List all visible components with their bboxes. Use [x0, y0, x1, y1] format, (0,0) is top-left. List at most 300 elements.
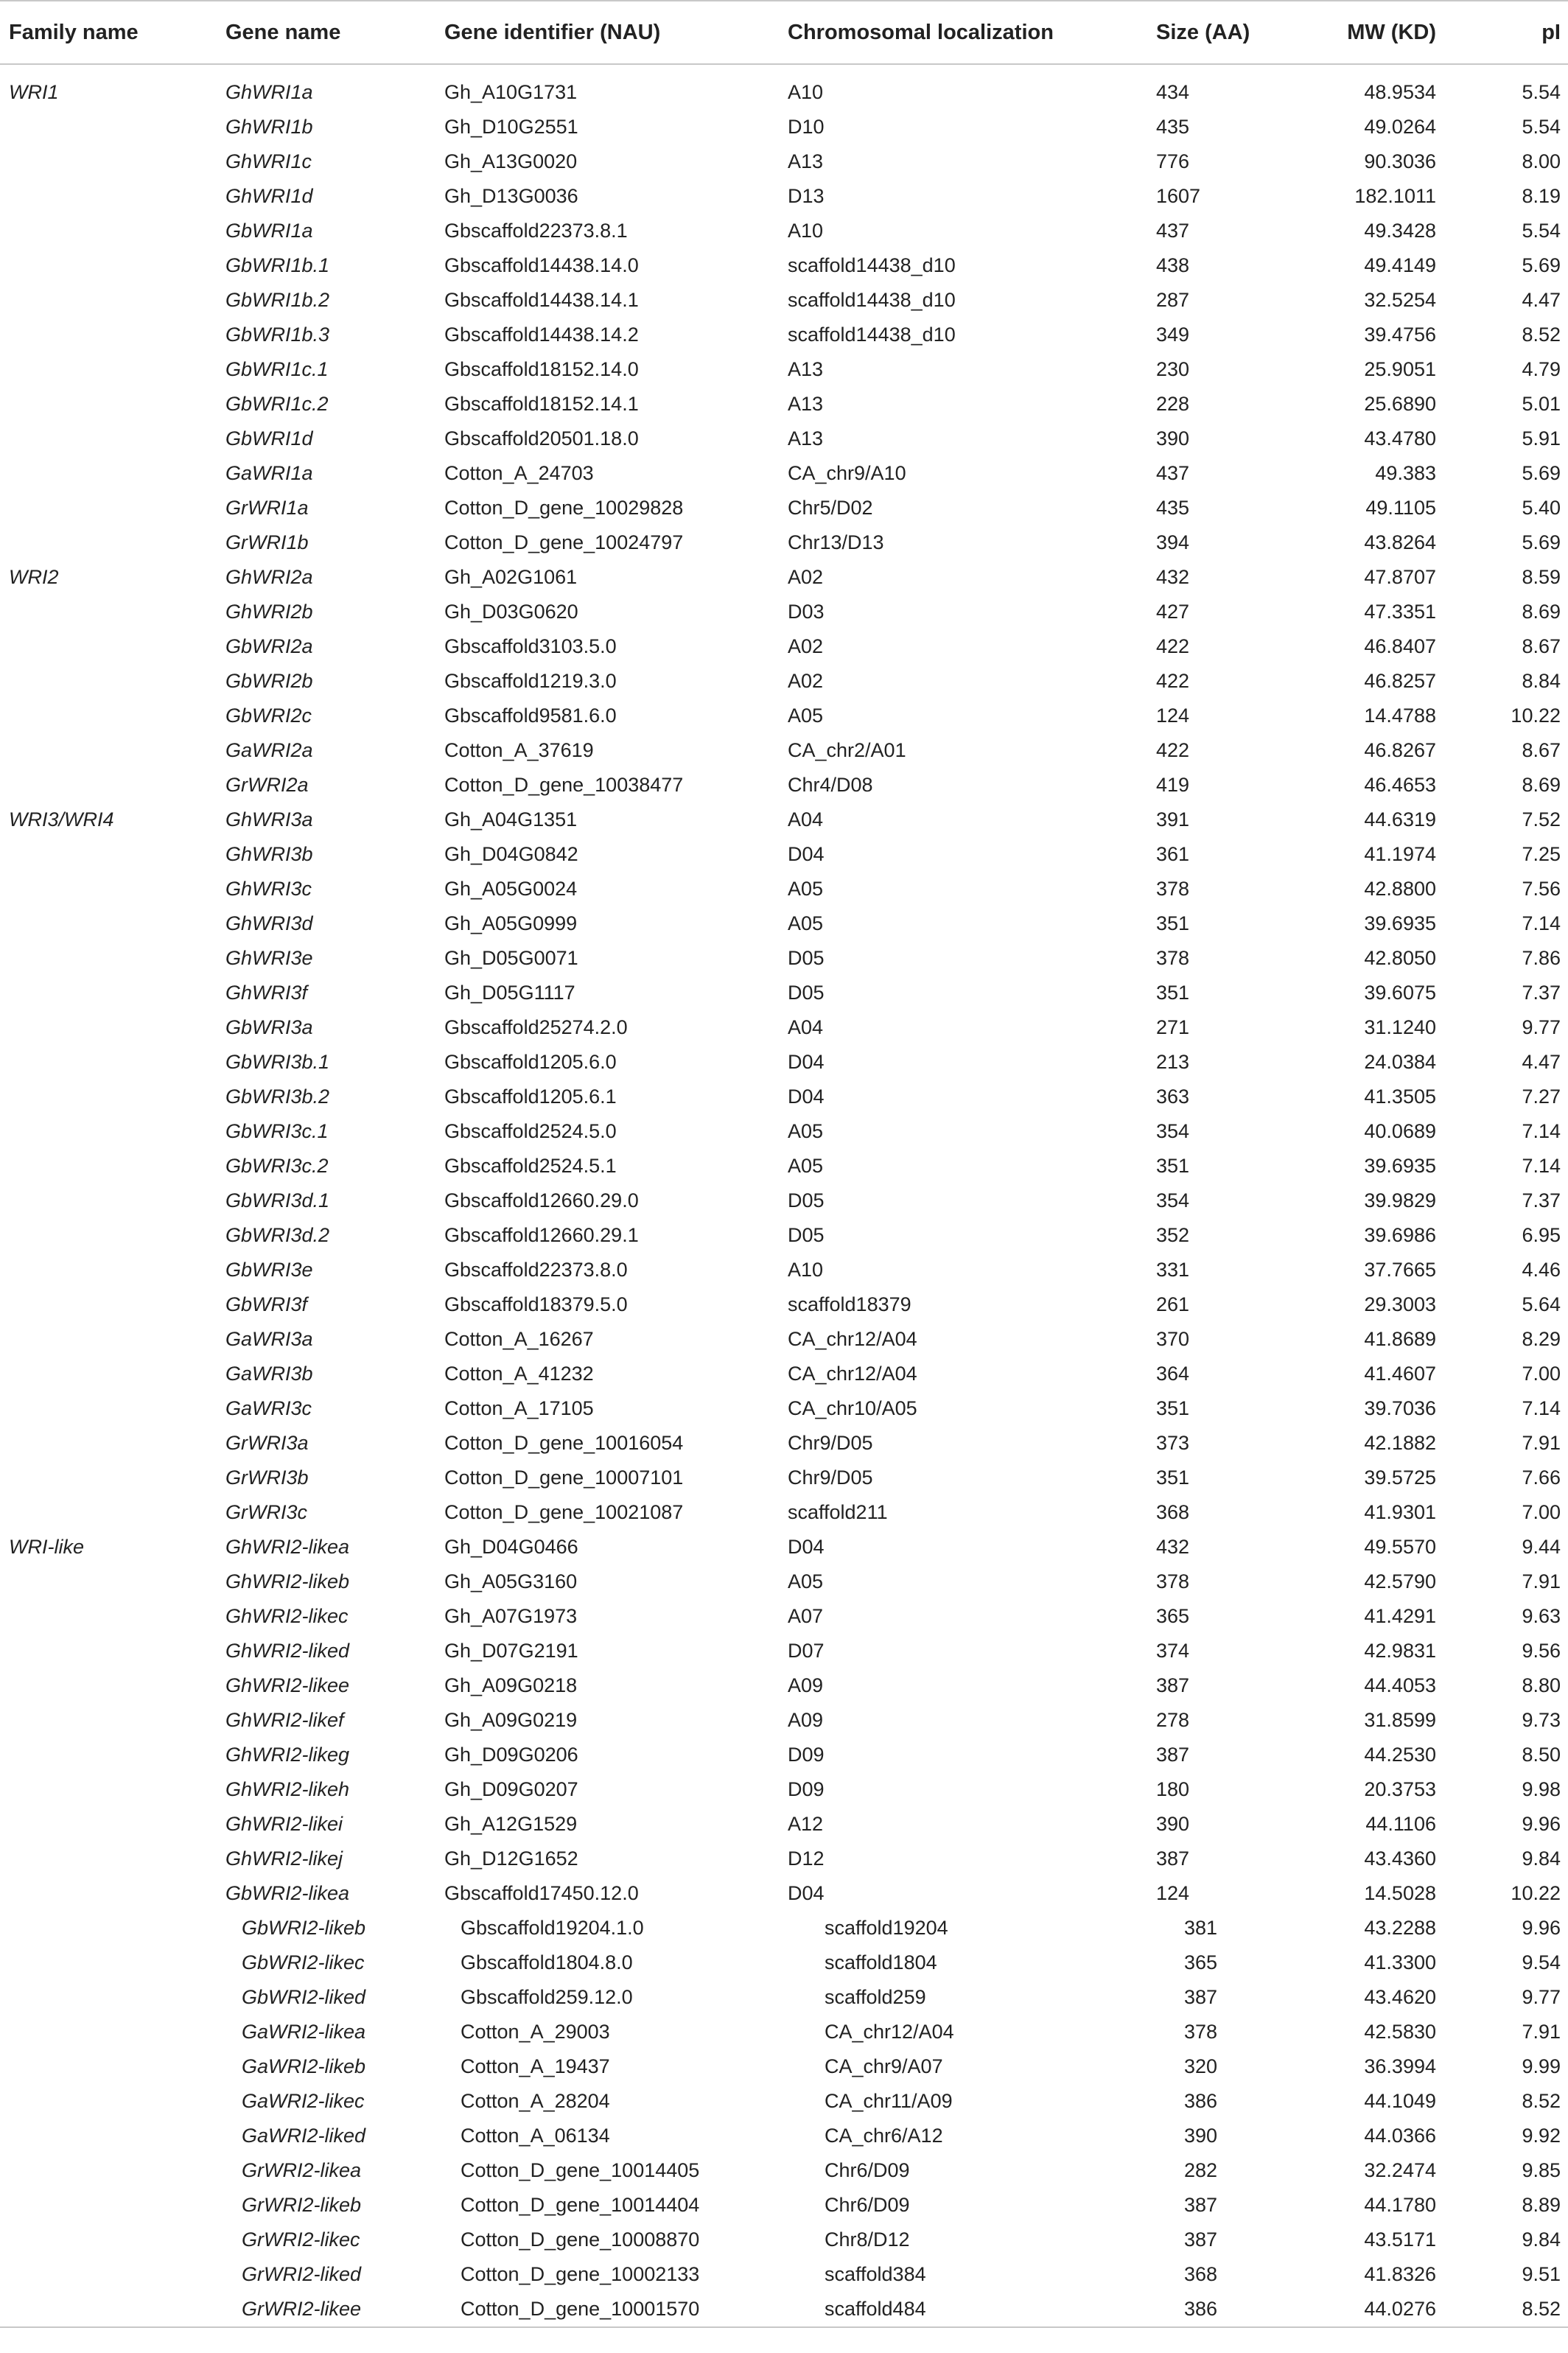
cell-mw: 40.0689: [1364, 1120, 1436, 1142]
table-row: [0, 2119, 1568, 2153]
cell-family-name: [0, 2049, 217, 2084]
cell-gene-name: GhWRI2-likea: [225, 1536, 350, 1558]
cell-gene-name: GhWRI2-likee: [225, 1674, 350, 1696]
cell-gene-identifier: Cotton_A_29003: [461, 2021, 610, 2043]
cell-size: 349: [1156, 324, 1190, 346]
cell-gene-identifier: Gbscaffold17450.12.0: [444, 1882, 639, 1904]
cell-mw: 44.2530: [1364, 1744, 1436, 1766]
cell-pi: 7.00: [1522, 1501, 1561, 1523]
cell-gene-name: GaWRI1a: [225, 462, 313, 484]
cell-chromosomal-localization: D12: [788, 1847, 825, 1870]
cell-chromosomal-localization: CA_chr2/A01: [788, 739, 906, 761]
cell-family-name: [0, 2223, 217, 2257]
cell-pi: 7.52: [1522, 808, 1561, 831]
cell-mw: 182.1011: [1354, 185, 1436, 207]
cell-gene-identifier: Gbscaffold19204.1.0: [461, 1917, 644, 1939]
cell-gene-identifier: Cotton_A_06134: [461, 2125, 610, 2147]
cell-mw: 20.3753: [1364, 1778, 1436, 1800]
cell-gene-identifier: Cotton_D_gene_10038477: [444, 774, 684, 796]
cell-gene-name: GaWRI3b: [225, 1363, 313, 1385]
cell-chromosomal-localization: D03: [788, 601, 825, 623]
cell-gene-identifier: Cotton_A_41232: [444, 1363, 594, 1385]
cell-pi: 7.91: [1522, 1432, 1561, 1454]
cell-size: 437: [1156, 220, 1190, 242]
cell-pi: 5.64: [1522, 1293, 1561, 1315]
cell-gene-identifier: Gh_D07G2191: [444, 1640, 578, 1662]
cell-gene-identifier: Cotton_A_37619: [444, 739, 594, 761]
cell-size: 213: [1156, 1051, 1190, 1073]
table-row: [0, 595, 1568, 629]
cell-chromosomal-localization: A05: [788, 912, 824, 934]
cell-gene-identifier: Gbscaffold2524.5.0: [444, 1120, 617, 1142]
cell-gene-name: GbWRI3a: [225, 1016, 313, 1038]
cell-gene-identifier: Cotton_A_19437: [461, 2055, 610, 2077]
cell-chromosomal-localization: D13: [788, 185, 825, 207]
cell-family-name: [0, 1218, 217, 1253]
cell-gene-identifier: Gbscaffold1804.8.0: [461, 1951, 633, 1973]
cell-size: 390: [1156, 427, 1190, 450]
table-row: [0, 1114, 1568, 1149]
cell-gene-name: GbWRI2-likeb: [242, 1917, 366, 1939]
cell-gene-identifier: Gbscaffold1205.6.0: [444, 1051, 617, 1073]
cell-pi: 9.56: [1522, 1640, 1561, 1662]
cell-size: 419: [1156, 774, 1190, 796]
cell-pi: 5.69: [1522, 254, 1561, 276]
cell-mw: 39.6986: [1364, 1224, 1436, 1246]
cell-gene-name: GaWRI3a: [225, 1328, 313, 1350]
cell-chromosomal-localization: D09: [788, 1744, 825, 1766]
cell-gene-name: GbWRI1b.2: [225, 289, 330, 311]
cell-gene-identifier: Cotton_D_gene_10029828: [444, 497, 684, 519]
table-row: [0, 906, 1568, 941]
cell-size: 365: [1184, 1951, 1218, 1973]
cell-gene-identifier: Gbscaffold12660.29.1: [444, 1224, 639, 1246]
cell-size: 361: [1156, 843, 1190, 865]
cell-family-name: WRI3/WRI4: [9, 808, 114, 831]
cell-family-name: [0, 1876, 217, 1911]
cell-chromosomal-localization: D05: [788, 947, 825, 969]
cell-gene-identifier: Cotton_A_17105: [444, 1397, 594, 1419]
cell-pi: 9.73: [1522, 1709, 1561, 1731]
cell-gene-identifier: Gbscaffold12660.29.0: [444, 1189, 639, 1212]
cell-pi: 7.66: [1522, 1466, 1561, 1489]
cell-family-name: [0, 1114, 217, 1149]
cell-pi: 6.95: [1522, 1224, 1561, 1246]
cell-size: 435: [1156, 116, 1190, 138]
cell-gene-name: GhWRI3b: [225, 843, 313, 865]
cell-size: 422: [1156, 670, 1190, 692]
cell-pi: 10.22: [1511, 1882, 1561, 1904]
cell-family-name: [0, 2084, 217, 2119]
table-row: [0, 1045, 1568, 1080]
table-row: [0, 1564, 1568, 1599]
cell-family-name: [0, 837, 217, 872]
cell-chromosomal-localization: D05: [788, 982, 825, 1004]
cell-mw: 46.4653: [1364, 774, 1436, 796]
cell-pi: 8.67: [1522, 739, 1561, 761]
table-row: [0, 1530, 1568, 1564]
cell-chromosomal-localization: A05: [788, 1155, 824, 1177]
cell-gene-identifier: Gh_D13G0036: [444, 185, 578, 207]
cell-pi: 7.14: [1522, 1120, 1561, 1142]
cell-gene-name: GhWRI3e: [225, 947, 313, 969]
cell-size: 390: [1184, 2125, 1218, 2147]
cell-mw: 43.4780: [1364, 427, 1436, 450]
cell-family-name: [0, 1668, 217, 1703]
cell-family-name: [0, 1738, 217, 1772]
table-row: [0, 664, 1568, 699]
table-row: [0, 387, 1568, 422]
cell-gene-name: GrWRI2a: [225, 774, 309, 796]
cell-size: 354: [1156, 1120, 1190, 1142]
cell-mw: 41.9301: [1364, 1501, 1436, 1523]
cell-gene-identifier: Cotton_D_gene_10014404: [461, 2194, 700, 2216]
cell-mw: 14.4788: [1364, 704, 1436, 727]
cell-gene-name: GrWRI3b: [225, 1466, 309, 1489]
table-row: [0, 1738, 1568, 1772]
cell-pi: 8.69: [1522, 774, 1561, 796]
cell-mw: 48.9534: [1364, 81, 1436, 103]
cell-size: 331: [1156, 1259, 1190, 1281]
table-row: [0, 352, 1568, 387]
cell-gene-identifier: Gbscaffold1205.6.1: [444, 1085, 617, 1108]
cell-size: 351: [1156, 1155, 1190, 1177]
table-row: [0, 491, 1568, 525]
cell-chromosomal-localization: scaffold384: [825, 2263, 926, 2285]
cell-gene-name: GrWRI2-likec: [242, 2228, 360, 2251]
cell-mw: 43.5171: [1364, 2228, 1436, 2251]
cell-pi: 7.56: [1522, 878, 1561, 900]
cell-family-name: [0, 387, 217, 422]
header-mw: MW (KD): [1273, 1, 1486, 64]
cell-chromosomal-localization: A13: [788, 393, 824, 415]
cell-size: 435: [1156, 497, 1190, 519]
cell-gene-identifier: Gh_A02G1061: [444, 566, 578, 588]
cell-gene-identifier: Cotton_D_gene_10016054: [444, 1432, 684, 1454]
cell-gene-name: GbWRI3c.1: [225, 1120, 329, 1142]
table-row: [0, 733, 1568, 768]
cell-pi: 5.54: [1522, 220, 1561, 242]
table-row: [0, 1703, 1568, 1738]
cell-size: 351: [1156, 982, 1190, 1004]
cell-size: 282: [1184, 2159, 1218, 2181]
cell-family-name: [0, 941, 217, 976]
table-row: [0, 803, 1568, 837]
cell-family-name: [0, 283, 217, 318]
table-row: [0, 283, 1568, 318]
cell-size: 278: [1156, 1709, 1190, 1731]
cell-gene-identifier: Gh_A10G1731: [444, 81, 578, 103]
header-gene-identifier: Gene identifier (NAU): [435, 1, 779, 64]
cell-pi: 4.47: [1522, 289, 1561, 311]
cell-size: 124: [1156, 704, 1190, 727]
cell-gene-identifier: Gh_D04G0842: [444, 843, 578, 865]
cell-mw: 44.1049: [1364, 2090, 1436, 2112]
cell-gene-identifier: Cotton_D_gene_10008870: [461, 2228, 700, 2251]
cell-pi: 9.96: [1522, 1813, 1561, 1835]
cell-chromosomal-localization: A02: [788, 566, 824, 588]
cell-size: 422: [1156, 739, 1190, 761]
cell-gene-identifier: Gbscaffold22373.8.0: [444, 1259, 628, 1281]
cell-size: 287: [1156, 289, 1190, 311]
cell-mw: 43.8264: [1364, 531, 1436, 553]
table-row: [0, 1322, 1568, 1357]
cell-chromosomal-localization: A13: [788, 427, 824, 450]
cell-gene-identifier: Gh_A09G0219: [444, 1709, 578, 1731]
cell-gene-identifier: Gbscaffold14438.14.0: [444, 254, 639, 276]
cell-pi: 4.46: [1522, 1259, 1561, 1281]
cell-gene-name: GhWRI2-likef: [225, 1709, 344, 1731]
table-row: [0, 872, 1568, 906]
cell-chromosomal-localization: scaffold14438_d10: [788, 254, 956, 276]
cell-pi: 9.63: [1522, 1605, 1561, 1627]
cell-family-name: [0, 629, 217, 664]
cell-mw: 46.8257: [1364, 670, 1436, 692]
cell-size: 365: [1156, 1605, 1190, 1627]
cell-mw: 41.4607: [1364, 1363, 1436, 1385]
cell-family-name: [0, 248, 217, 283]
cell-pi: 8.52: [1486, 2292, 1568, 2327]
cell-gene-identifier: Gh_A04G1351: [444, 808, 578, 831]
cell-mw: 49.383: [1375, 462, 1436, 484]
cell-gene-name: GbWRI3d.1: [225, 1189, 330, 1212]
cell-mw: 41.1974: [1364, 843, 1436, 865]
cell-pi: 9.51: [1522, 2263, 1561, 2285]
cell-gene-identifier: Gh_A07G1973: [444, 1605, 578, 1627]
table-row: [0, 1080, 1568, 1114]
cell-gene-identifier: Gh_D05G1117: [444, 982, 575, 1004]
cell-gene-name: GhWRI1b: [225, 116, 313, 138]
table-row: [0, 2084, 1568, 2119]
cell-mw: 32.5254: [1364, 289, 1436, 311]
cell-size: 387: [1156, 1744, 1190, 1766]
table-row: [0, 1184, 1568, 1218]
cell-pi: 9.54: [1522, 1951, 1561, 1973]
cell-gene-identifier: Gbscaffold2524.5.1: [444, 1155, 617, 1177]
cell-family-name: [0, 1045, 217, 1080]
cell-size: 354: [1156, 1189, 1190, 1212]
cell-gene-identifier: Gh_D03G0620: [444, 601, 578, 623]
cell-chromosomal-localization: A10: [788, 81, 824, 103]
cell-size: 390: [1156, 1813, 1190, 1835]
cell-chromosomal-localization: D04: [788, 1882, 825, 1904]
cell-family-name: [0, 456, 217, 491]
cell-size: 1607: [1156, 185, 1201, 207]
cell-size: 386: [1147, 2292, 1273, 2327]
cell-gene-identifier: Cotton_A_16267: [444, 1328, 594, 1350]
cell-gene-name: GbWRI1b.1: [225, 254, 330, 276]
cell-size: 320: [1184, 2055, 1218, 2077]
cell-size: 230: [1156, 358, 1190, 380]
cell-family-name: [0, 1184, 217, 1218]
table-row: [0, 456, 1568, 491]
cell-mw: 39.9829: [1364, 1189, 1436, 1212]
table-row: [0, 1807, 1568, 1842]
table-row: [0, 560, 1568, 595]
cell-family-name: [0, 872, 217, 906]
cell-mw: 32.2474: [1364, 2159, 1436, 2181]
cell-size: 378: [1156, 1570, 1190, 1592]
cell-gene-identifier: Gbscaffold25274.2.0: [444, 1016, 628, 1038]
cell-size: 422: [1156, 635, 1190, 657]
cell-mw: 41.3505: [1364, 1085, 1436, 1108]
cell-gene-name: GrWRI2-likee: [217, 2292, 435, 2327]
cell-size: 432: [1156, 566, 1190, 588]
cell-gene-identifier: Gh_A13G0020: [444, 150, 578, 172]
cell-size: 368: [1156, 1501, 1190, 1523]
cell-chromosomal-localization: D04: [788, 1085, 825, 1108]
cell-mw: 42.1882: [1364, 1432, 1436, 1454]
cell-mw: 44.0366: [1364, 2125, 1436, 2147]
cell-pi: 9.85: [1522, 2159, 1561, 2181]
cell-mw: 47.3351: [1364, 601, 1436, 623]
cell-mw: 41.3300: [1364, 1951, 1436, 1973]
cell-mw: 39.7036: [1364, 1397, 1436, 1419]
spacer-cell: [0, 64, 1568, 75]
cell-gene-name: GaWRI2-likeb: [242, 2055, 366, 2077]
cell-family-name: [0, 1357, 217, 1391]
cell-chromosomal-localization: A02: [788, 635, 824, 657]
cell-chromosomal-localization: D05: [788, 1189, 825, 1212]
cell-gene-name: GaWRI2-likea: [242, 2021, 366, 2043]
cell-size: 387: [1184, 2194, 1218, 2216]
cell-gene-identifier: Cotton_D_gene_10002133: [461, 2263, 700, 2285]
cell-mw: 39.6935: [1364, 912, 1436, 934]
cell-chromosomal-localization: Chr8/D12: [825, 2228, 910, 2251]
cell-mw: 41.8326: [1364, 2263, 1436, 2285]
cell-gene-name: GbWRI1b.3: [225, 324, 330, 346]
table-header: [0, 1, 1568, 64]
cell-mw: 25.6890: [1364, 393, 1436, 415]
cell-pi: 9.99: [1522, 2055, 1561, 2077]
cell-gene-name: GaWRI2a: [225, 739, 313, 761]
cell-gene-name: GbWRI3b.2: [225, 1085, 330, 1108]
cell-chromosomal-localization: A05: [788, 1570, 824, 1592]
cell-pi: 5.54: [1522, 81, 1561, 103]
cell-family-name: [0, 1426, 217, 1461]
cell-size: 228: [1156, 393, 1190, 415]
cell-gene-name: GbWRI2-likea: [225, 1882, 350, 1904]
cell-family-name: [0, 1980, 217, 2015]
cell-family-name: [0, 1287, 217, 1322]
cell-gene-name: GhWRI1d: [225, 185, 313, 207]
table-row: [0, 2049, 1568, 2084]
table-row: [0, 75, 1568, 110]
cell-pi: 8.89: [1522, 2194, 1561, 2216]
cell-gene-identifier: Gbscaffold14438.14.1: [444, 289, 639, 311]
cell-chromosomal-localization: scaffold211: [788, 1501, 888, 1523]
cell-chromosomal-localization: D10: [788, 116, 825, 138]
cell-pi: 8.52: [1522, 2090, 1561, 2112]
cell-mw: 42.8050: [1364, 947, 1436, 969]
table-row: [0, 699, 1568, 733]
cell-pi: 9.84: [1522, 1847, 1561, 1870]
cell-family-name: [0, 2015, 217, 2049]
cell-gene-identifier: Gbscaffold22373.8.1: [444, 220, 628, 242]
cell-chromosomal-localization: A02: [788, 670, 824, 692]
table-row: [0, 1876, 1568, 1911]
cell-mw: 49.4149: [1364, 254, 1436, 276]
cell-mw: 49.1105: [1365, 497, 1436, 519]
cell-size: 438: [1156, 254, 1190, 276]
cell-chromosomal-localization: A07: [788, 1605, 824, 1627]
cell-pi: 9.96: [1522, 1917, 1561, 1939]
cell-gene-identifier: Gh_A05G0999: [444, 912, 578, 934]
cell-size: 373: [1156, 1432, 1190, 1454]
cell-size: 387: [1156, 1847, 1190, 1870]
cell-mw: 49.0264: [1364, 116, 1436, 138]
cell-size: 437: [1156, 462, 1190, 484]
cell-gene-name: GhWRI3f: [225, 982, 308, 1004]
cell-family-name: [0, 1599, 217, 1634]
cell-family-name: [0, 2119, 217, 2153]
cell-gene-identifier: Gbscaffold18152.14.0: [444, 358, 639, 380]
cell-mw: 41.8689: [1364, 1328, 1436, 1350]
cell-chromosomal-localization: D04: [788, 843, 825, 865]
cell-chromosomal-localization: scaffold14438_d10: [788, 289, 956, 311]
cell-size: 368: [1184, 2263, 1218, 2285]
cell-chromosomal-localization: CA_chr6/A12: [825, 2125, 943, 2147]
cell-pi: 7.91: [1522, 2021, 1561, 2043]
cell-chromosomal-localization: D07: [788, 1640, 825, 1662]
table-row: [0, 110, 1568, 144]
table-row: [0, 1010, 1568, 1045]
cell-gene-name: GbWRI2-likec: [242, 1951, 365, 1973]
cell-chromosomal-localization: D04: [788, 1051, 825, 1073]
cell-family-name: [0, 2257, 217, 2292]
table-row: [0, 1599, 1568, 1634]
cell-size: 381: [1184, 1917, 1218, 1939]
cell-gene-name: GrWRI3c: [225, 1501, 307, 1523]
cell-chromosomal-localization: A05: [788, 878, 824, 900]
cell-gene-name: GrWRI1b: [225, 531, 309, 553]
cell-gene-name: GbWRI2b: [225, 670, 313, 692]
table-row: [0, 214, 1568, 248]
table-row: [0, 1842, 1568, 1876]
cell-family-name: WRI2: [9, 566, 59, 588]
cell-pi: 7.91: [1522, 1570, 1561, 1592]
table-row: [0, 1668, 1568, 1703]
table-row: [0, 941, 1568, 976]
cell-mw: 49.5570: [1364, 1536, 1436, 1558]
cell-chromosomal-localization: CA_chr10/A05: [788, 1397, 917, 1419]
cell-family-name: [0, 2188, 217, 2223]
cell-gene-identifier: Gh_D09G0207: [444, 1778, 578, 1800]
cell-gene-identifier: Gbscaffold18379.5.0: [444, 1293, 628, 1315]
cell-pi: 8.00: [1522, 150, 1561, 172]
cell-mw: 42.5790: [1364, 1570, 1436, 1592]
cell-gene-identifier: Cotton_D_gene_10014405: [461, 2159, 700, 2181]
cell-mw: 43.2288: [1364, 1917, 1436, 1939]
cell-gene-identifier: Cotton_D_gene_10001570: [435, 2292, 779, 2327]
cell-pi: 10.22: [1511, 704, 1561, 727]
cell-size: 364: [1156, 1363, 1190, 1385]
table-row: [0, 768, 1568, 803]
cell-pi: 4.79: [1522, 358, 1561, 380]
cell-gene-name: GbWRI2-liked: [242, 1986, 366, 2008]
cell-size: 427: [1156, 601, 1190, 623]
table-body: [0, 64, 1568, 2327]
cell-chromosomal-localization: scaffold18379: [788, 1293, 911, 1315]
cell-size: 351: [1156, 912, 1190, 934]
cell-chromosomal-localization: Chr4/D08: [788, 774, 873, 796]
cell-mw: 44.1780: [1364, 2194, 1436, 2216]
cell-gene-identifier: Cotton_A_24703: [444, 462, 594, 484]
cell-chromosomal-localization: CA_chr12/A04: [825, 2021, 954, 2043]
cell-pi: 8.69: [1522, 601, 1561, 623]
cell-gene-name: GbWRI3c.2: [225, 1155, 329, 1177]
cell-family-name: [0, 1634, 217, 1668]
